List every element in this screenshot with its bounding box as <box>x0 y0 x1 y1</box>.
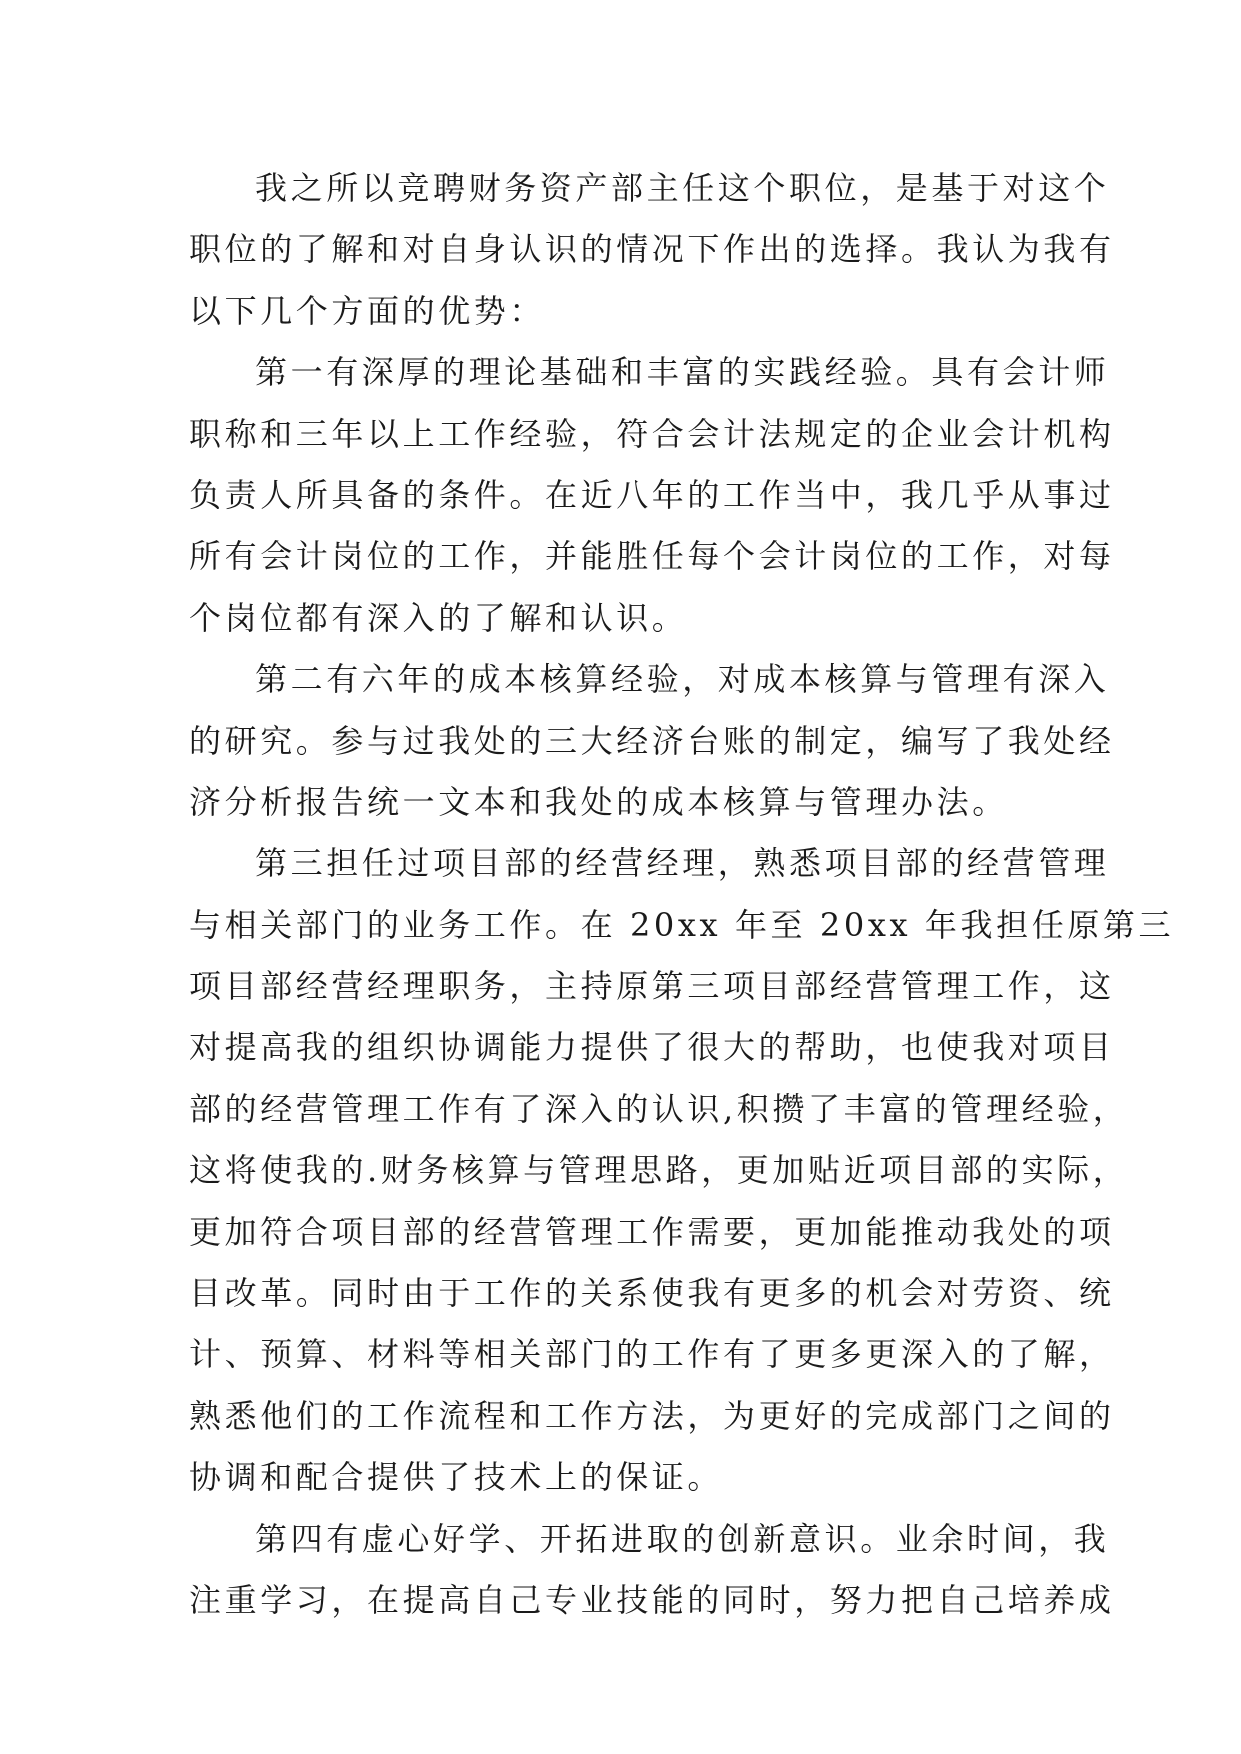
text-line: 职位的了解和对自身认识的情况下作出的选择。我认为我有 <box>189 230 1115 269</box>
text-line: 对提高我的组织协调能力提供了很大的帮助，也使我对项目 <box>189 1028 1115 1067</box>
text-line: 部的经营管理工作有了深入的认识,积攒了丰富的管理经验， <box>189 1089 1129 1128</box>
text-line: 以下几个方面的优势： <box>189 291 546 330</box>
text-line: 个岗位都有深入的了解和认识。 <box>189 598 688 637</box>
text-line: 注重学习，在提高自己专业技能的同时，努力把自己培养成 <box>189 1580 1115 1619</box>
text-line: 更加符合项目部的经营管理工作需要，更加能推动我处的项 <box>189 1212 1115 1251</box>
text-line: 我之所以竞聘财务资产部主任这个职位，是基于对这个 <box>255 169 1110 207</box>
text-line: 目改革。同时由于工作的关系使我有更多的机会对劳资、统 <box>189 1274 1115 1313</box>
body-text <box>189 158 1175 1631</box>
text-line: 项目部经营经理职务，主持原第三项目部经营管理工作，这 <box>189 967 1115 1006</box>
text-line: 熟悉他们的工作流程和工作方法，为更好的完成部门之间的 <box>189 1396 1115 1435</box>
text-line: 第一有深厚的理论基础和丰富的实践经验。具有会计师 <box>255 353 1110 392</box>
text-line: 负责人所具备的条件。在近八年的工作当中，我几乎从事过 <box>189 475 1115 514</box>
text-line: 计、预算、材料等相关部门的工作有了更多更深入的了解， <box>189 1335 1115 1374</box>
text-line: 济分析报告统一文本和我处的成本核算与管理办法。 <box>189 782 1008 821</box>
text-line: 职称和三年以上工作经验，符合会计法规定的企业会计机构 <box>189 414 1115 453</box>
text-line: 第二有六年的成本核算经验，对成本核算与管理有深入 <box>255 660 1110 699</box>
text-line: 这将使我的.财务核算与管理思路，更加贴近项目部的实际， <box>189 1151 1129 1190</box>
text-line: 协调和配合提供了技术上的保证。 <box>189 1458 724 1497</box>
text-line: 第四有虚心好学、开拓进取的创新意识。业余时间，我 <box>255 1519 1110 1558</box>
text-line: 的研究。参与过我处的三大经济台账的制定，编写了我处经 <box>189 721 1115 760</box>
text-line: 第三担任过项目部的经营经理，熟悉项目部的经营管理 <box>255 844 1110 883</box>
text-line: 所有会计岗位的工作，并能胜任每个会计岗位的工作，对每 <box>189 537 1115 576</box>
text-line: 与相关部门的业务工作。在 20xx 年至 20xx 年我担任原第三 <box>189 905 1175 944</box>
